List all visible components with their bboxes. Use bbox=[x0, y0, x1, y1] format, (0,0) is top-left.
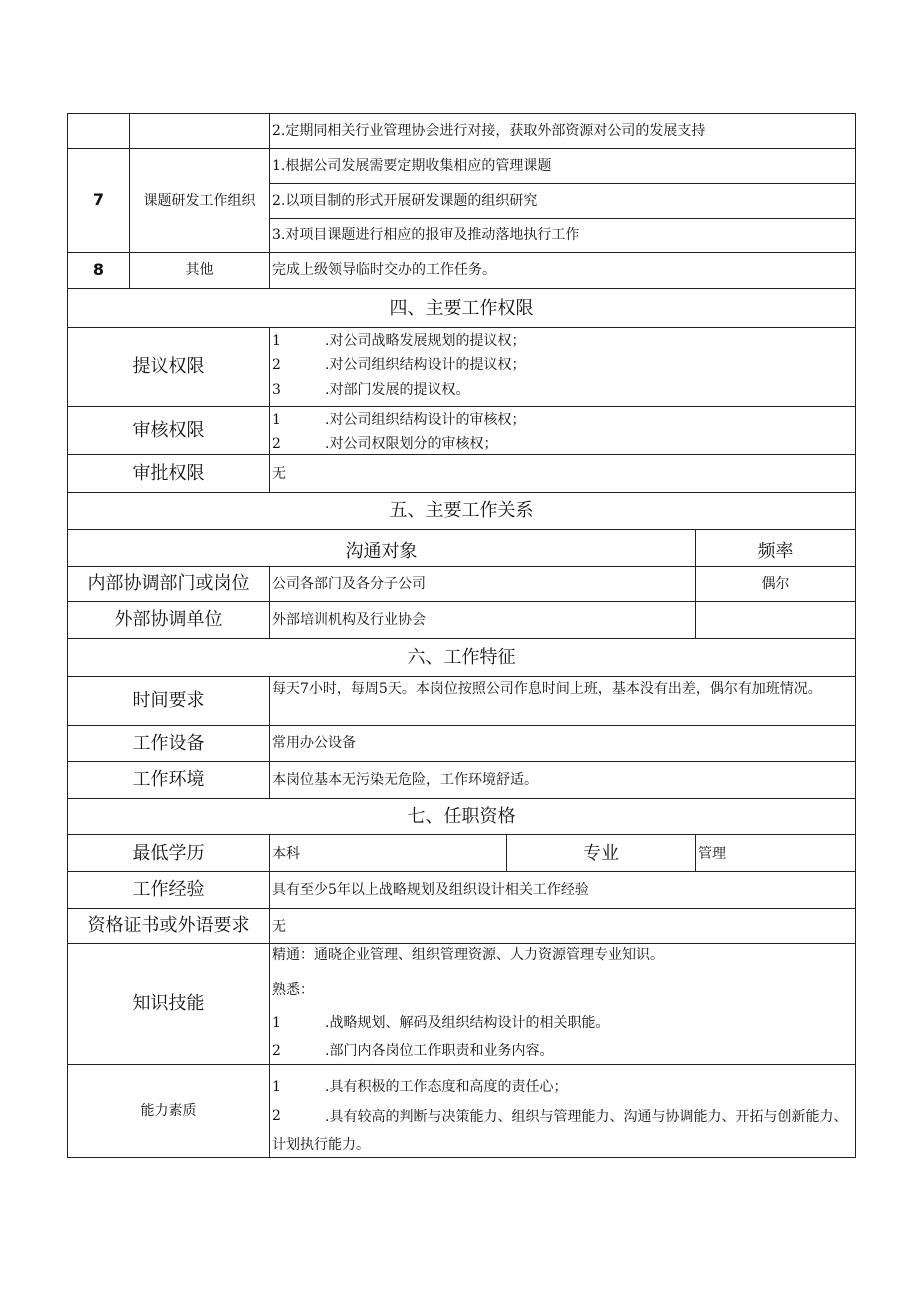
approval-label-cell bbox=[67, 454, 270, 493]
row8-num: 8 bbox=[92, 260, 105, 279]
certificate-label-cell bbox=[67, 908, 270, 944]
knowledge-proficient: 精通：通晓企业管理、组织管理资源、人力资源管理专业知识。 bbox=[272, 947, 664, 963]
proposal-item-1-num: 1 bbox=[272, 333, 281, 349]
proposal-item-2-num: 2 bbox=[272, 357, 281, 373]
experience-label: 工作经验 bbox=[132, 879, 205, 900]
experience-value-cell bbox=[269, 871, 856, 909]
time-label: 时间要求 bbox=[132, 690, 205, 711]
review-item-2-num: 2 bbox=[272, 436, 281, 452]
proposal-label-cell bbox=[67, 327, 270, 407]
ability-item-2-num: 2 bbox=[272, 1108, 281, 1124]
section5-title-cell bbox=[67, 492, 856, 530]
section4-title-cell bbox=[67, 288, 856, 328]
external-label: 外部协调单位 bbox=[114, 609, 223, 630]
knowledge-label: 知识技能 bbox=[132, 993, 205, 1014]
review-label: 审核权限 bbox=[132, 420, 205, 441]
major-label-cell bbox=[506, 834, 696, 872]
environment-value-cell bbox=[269, 761, 856, 799]
knowledge-label-cell bbox=[67, 943, 270, 1065]
education-label: 最低学历 bbox=[132, 843, 205, 864]
experience-label-cell bbox=[67, 871, 270, 909]
environment-label-cell bbox=[67, 761, 270, 799]
internal-label-cell bbox=[67, 566, 270, 602]
ability-content-cell bbox=[269, 1064, 856, 1158]
knowledge-item-1-num: 1 bbox=[272, 1015, 281, 1031]
internal-label: 内部协调部门或岗位 bbox=[87, 573, 250, 594]
comm-target-header-cell bbox=[67, 529, 696, 567]
row8-num-cell bbox=[67, 252, 130, 289]
proposal-item-3-text: .对部门发展的提议权。 bbox=[325, 382, 470, 398]
internal-freq-cell bbox=[695, 566, 856, 602]
proposal-content-cell bbox=[269, 327, 856, 407]
row7-num: 7 bbox=[92, 190, 105, 209]
external-target: 外部培训机构及行业协会 bbox=[272, 612, 426, 628]
row-continued-text: 2.定期同相关行业管理协会进行对接，获取外部资源对公司的发展支持 bbox=[272, 123, 706, 139]
education-label-cell bbox=[67, 834, 270, 872]
section7-title: 七、任职资格 bbox=[407, 806, 516, 827]
environment-label: 工作环境 bbox=[132, 769, 205, 790]
equipment-value-cell bbox=[269, 725, 856, 762]
comm-freq-header-cell bbox=[695, 529, 856, 567]
time-value-cell bbox=[269, 676, 856, 726]
major-value-cell bbox=[695, 834, 856, 872]
row7-num-cell bbox=[67, 148, 130, 253]
row7-item-3-cell bbox=[269, 218, 856, 253]
approval-label: 审批权限 bbox=[132, 463, 205, 484]
education-value-cell bbox=[269, 834, 507, 872]
comm-freq-header: 频率 bbox=[757, 541, 794, 562]
row7-item-1: 1.根据公司发展需要定期收集相应的管理课题 bbox=[272, 158, 552, 174]
major-label: 专业 bbox=[583, 843, 619, 864]
external-label-cell bbox=[67, 601, 270, 639]
row8-label: 其他 bbox=[185, 262, 214, 278]
external-freq-cell bbox=[695, 601, 856, 639]
external-target-cell bbox=[269, 601, 696, 639]
equipment-label-cell bbox=[67, 725, 270, 762]
knowledge-content-cell bbox=[269, 943, 856, 1065]
ability-label-cell bbox=[67, 1064, 270, 1158]
environment-value: 本岗位基本无污染无危险，工作环境舒适。 bbox=[272, 772, 538, 788]
internal-freq: 偶尔 bbox=[761, 576, 790, 592]
ability-item-2-text: .具有较高的判断与决策能力、组织与管理能力、沟通与协调能力、开拓与创新能力、计划执行能力。 bbox=[272, 1109, 848, 1153]
equipment-label: 工作设备 bbox=[132, 733, 205, 754]
education-value: 本科 bbox=[272, 846, 300, 862]
proposal-label: 提议权限 bbox=[132, 356, 205, 377]
knowledge-item-2-text: .部门内各岗位工作职责和业务内容。 bbox=[325, 1043, 554, 1059]
row7-item-3: 3.对项目课题进行相应的报审及推动落地执行工作 bbox=[272, 227, 580, 243]
knowledge-item-2-num: 2 bbox=[272, 1043, 281, 1059]
ability-item-1-num: 1 bbox=[272, 1079, 281, 1095]
major-value: 管理 bbox=[698, 846, 726, 862]
section7-title-cell bbox=[67, 798, 856, 835]
internal-target-cell bbox=[269, 566, 696, 602]
time-label-cell bbox=[67, 676, 270, 726]
knowledge-familiar: 熟悉： bbox=[272, 982, 314, 998]
review-item-2-text: .对公司权限划分的审核权； bbox=[325, 436, 498, 452]
row8-label-cell bbox=[129, 252, 270, 289]
section6-title-cell bbox=[67, 638, 856, 677]
ability-label: 能力素质 bbox=[140, 1103, 197, 1119]
approval-value: 无 bbox=[272, 466, 286, 482]
time-value: 每天7小时，每周5天。本岗位按照公司作息时间上班，基本没有出差，偶尔有加班情况。 bbox=[272, 681, 822, 697]
row7-item-1-cell bbox=[269, 148, 856, 184]
row7-label: 课题研发工作组织 bbox=[143, 193, 256, 209]
certificate-value: 无 bbox=[272, 919, 286, 935]
ability-item-1-text: .具有积极的工作态度和高度的责任心； bbox=[325, 1079, 568, 1095]
knowledge-item-1-text: .战略规划、解码及组织结构设计的相关职能。 bbox=[325, 1015, 610, 1031]
section6-title: 六、工作特征 bbox=[407, 647, 516, 668]
equipment-value: 常用办公设备 bbox=[272, 735, 356, 751]
row-continued-text-cell bbox=[269, 113, 856, 149]
review-content-cell bbox=[269, 406, 856, 455]
approval-value-cell bbox=[269, 454, 856, 493]
row7-item-2: 2.以项目制的形式开展研发课题的组织研究 bbox=[272, 193, 538, 209]
experience-value: 具有至少5年以上战略规划及组织设计相关工作经验 bbox=[272, 882, 589, 898]
row8-text-cell bbox=[269, 252, 856, 289]
row8-text: 完成上级领导临时交办的工作任务。 bbox=[272, 262, 496, 278]
row7-item-2-cell bbox=[269, 183, 856, 219]
certificate-label: 资格证书或外语要求 bbox=[87, 915, 250, 936]
review-item-1-text: .对公司组织结构设计的审核权； bbox=[325, 412, 526, 428]
proposal-item-3-num: 3 bbox=[272, 382, 281, 398]
review-label-cell bbox=[67, 406, 270, 455]
internal-target: 公司各部门及各分子公司 bbox=[272, 576, 426, 592]
section5-title: 五、主要工作关系 bbox=[389, 500, 534, 521]
comm-target-header: 沟通对象 bbox=[345, 541, 418, 562]
section4-title: 四、主要工作权限 bbox=[389, 298, 534, 319]
proposal-item-1-text: .对公司战略发展规划的提议权； bbox=[325, 333, 526, 349]
proposal-item-2-text: .对公司组织结构设计的提议权； bbox=[325, 357, 526, 373]
row7-label-cell bbox=[129, 148, 270, 253]
row-continued-num-cell bbox=[67, 113, 130, 149]
row-continued-label-cell bbox=[129, 113, 270, 149]
certificate-value-cell bbox=[269, 908, 856, 944]
review-item-1-num: 1 bbox=[272, 412, 281, 428]
